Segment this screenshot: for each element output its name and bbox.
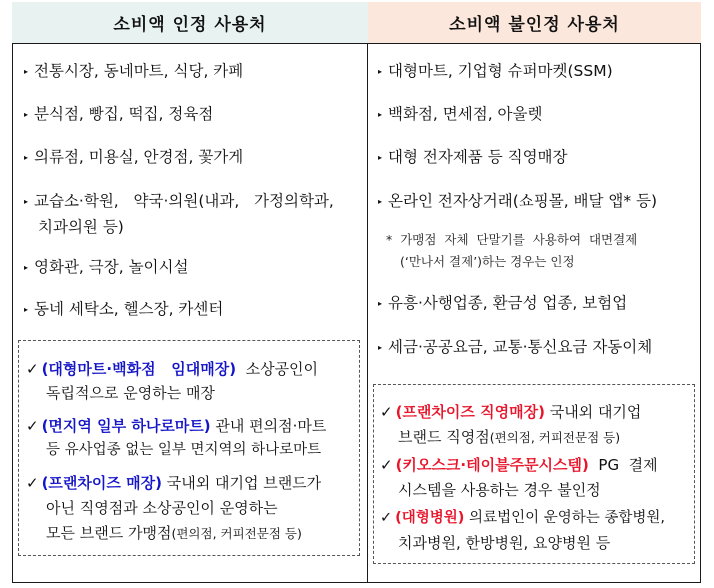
check-icon: ✓ <box>26 360 39 378</box>
bullet-icon: ▸ <box>378 67 383 76</box>
footnote-line: (‘만나서 결제’)하는 경우는 인정 <box>400 254 575 269</box>
list-item: ▸ 전통시장, 동네마트, 식당, 카페 <box>24 62 244 80</box>
box-entry: ✓ (프랜차이즈 매장) 국내외 대기업 브랜드가 <box>26 474 322 492</box>
box-entry-line: 시스템을 사용하는 경우 불인정 <box>398 481 601 499</box>
box-entry-line: 브랜드 직영점(편의점, 커피전문점 등) <box>398 428 621 446</box>
box-entry-line: 등 유사업종 없는 일부 면지역의 하나로마트 <box>46 442 322 458</box>
bullet-icon: ▸ <box>378 343 383 352</box>
bullet-icon: ▸ <box>24 153 29 162</box>
box-entry-line: 모든 브랜드 가맹점(편의점, 커피전문점 등) <box>46 524 302 542</box>
box-entry: ✓ (면지역 일부 하나로마트) 관내 편의점·마트 <box>26 417 327 435</box>
check-icon: ✓ <box>26 474 39 492</box>
box-entry-line: 치과병원, 한방병원, 요양병원 등 <box>398 534 611 552</box>
list-item: ▸ 분식점, 빵집, 떡집, 정육점 <box>24 105 214 123</box>
header-not-recognized: 소비액 불인정 사용처 <box>368 2 701 44</box>
box-entry: ✓ (키오스크·테이블주문시스템) PG 결제 <box>380 456 658 474</box>
bullet-icon: ▸ <box>24 67 29 76</box>
list-item: ▸ 세금·공공요금, 교통·통신요금 자동이체 <box>378 338 653 356</box>
list-item: ▸ 의류점, 미용실, 안경점, 꽃가게 <box>24 148 244 166</box>
bullet-icon: ▸ <box>24 305 29 314</box>
list-item-continued: 치과의원 등) <box>38 218 124 236</box>
list-item: ▸ 백화점, 면세점, 아울렛 <box>378 105 543 123</box>
list-item: ▸ 대형마트, 기업형 슈퍼마켓(SSM) <box>378 62 613 80</box>
bullet-icon: ▸ <box>378 153 383 162</box>
list-item: ▸ 유흥·사행업종, 환금성 업종, 보험업 <box>378 294 628 312</box>
bullet-icon: ▸ <box>24 110 29 119</box>
check-icon: ✓ <box>380 403 393 421</box>
bullet-icon: ▸ <box>24 263 29 272</box>
list-item: ▸ 영화관, 극장, 놀이시설 <box>24 258 189 276</box>
list-item: ▸ 교습소·학원, 약국·의원(내과, 가정의학과, <box>24 192 334 210</box>
box-entry-line: 독립적으로 운영하는 매장 <box>46 384 215 402</box>
column-divider <box>367 2 368 583</box>
bullet-icon: ▸ <box>24 197 29 206</box>
check-icon: ✓ <box>26 417 39 435</box>
header-recognized: 소비액 인정 사용처 <box>12 2 368 44</box>
check-icon: ✓ <box>380 510 393 526</box>
list-item: ▸ 동네 세탁소, 헬스장, 카센터 <box>24 300 224 318</box>
check-icon: ✓ <box>380 456 393 474</box>
footnote-line: * 가맹점 자체 단말기를 사용하여 대면결제 <box>386 232 638 247</box>
box-entry-line: 아닌 직영점과 소상공인이 운영하는 <box>46 499 278 517</box>
bullet-icon: ▸ <box>378 299 383 308</box>
list-item: ▸ 온라인 전자상거래(쇼핑몰, 배달 앱* 등) <box>378 192 658 210</box>
list-item: ▸ 대형 전자제품 등 직영매장 <box>378 148 568 166</box>
box-entry: ✓ (대형마트·백화점 임대매장) 소상공인이 <box>26 360 319 378</box>
box-entry: ✓ (프랜차이즈 직영매장) 국내외 대기업 <box>380 403 642 421</box>
bullet-icon: ▸ <box>378 197 383 206</box>
box-entry: ✓ (대형병원) 의료법인이 운영하는 종합병원, <box>380 510 665 526</box>
bullet-icon: ▸ <box>378 110 383 119</box>
